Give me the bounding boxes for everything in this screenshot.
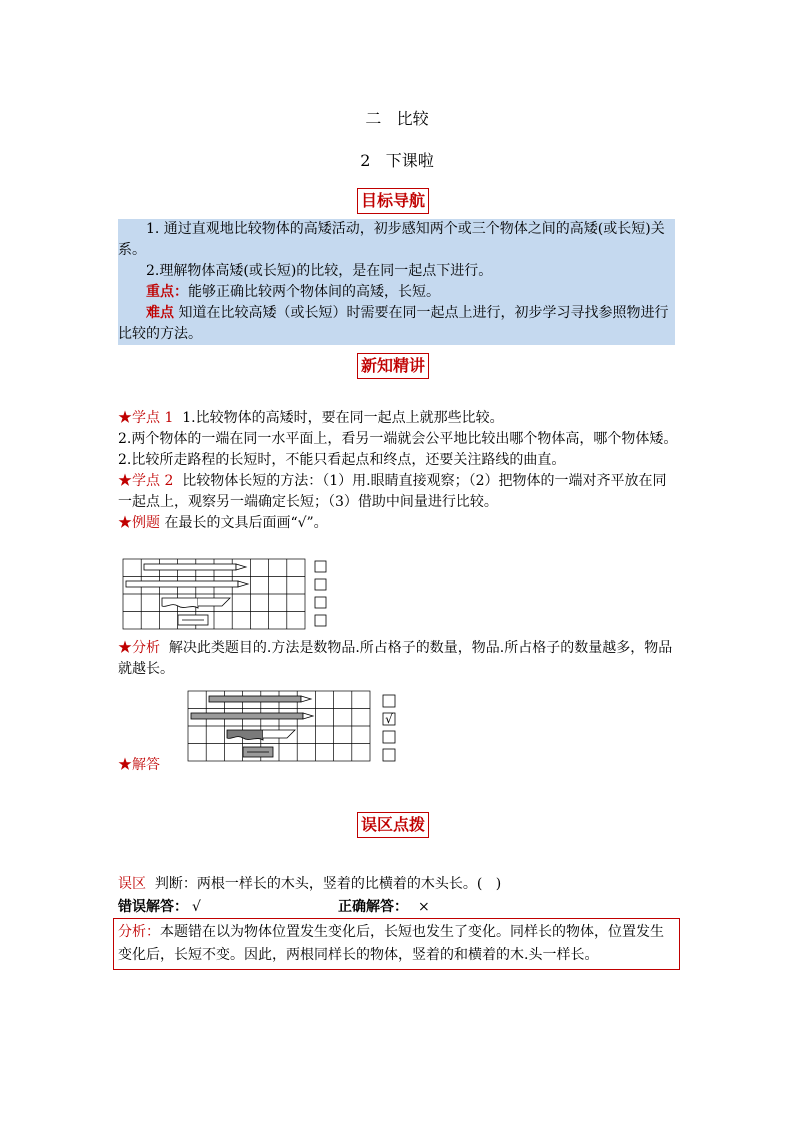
example <box>118 513 678 534</box>
point1-label: ★学点 1 <box>118 410 174 426</box>
answer-eraser-icon <box>243 747 273 757</box>
point2-label: ★学点 2 <box>118 473 174 489</box>
answer-box-2[interactable] <box>315 579 326 590</box>
answer-grid-box-3[interactable] <box>383 731 395 743</box>
mistake-analysis-label: 分析： <box>118 924 160 940</box>
goals-box <box>118 219 675 345</box>
mistake-question-text: 判断：两根一样长的木头，竖着的比横着的木头长。( ) <box>146 876 502 892</box>
mistake-label: 误区 <box>118 876 146 892</box>
new-knowledge-section-tag: 新知精讲 <box>357 353 429 379</box>
pencil-1-icon <box>144 564 246 570</box>
right-answer-label: 正确解答： <box>338 899 408 915</box>
knowledge-block <box>118 408 678 534</box>
goal-line-1: 1. 通过直观地比较物体的高矮活动，初步感知两个或三个物体之间的高矮(或长短)关系。 <box>118 221 665 258</box>
wrong-answer-value: √ <box>192 899 201 915</box>
lesson-title: 2 下课啦 <box>360 151 434 170</box>
point2 <box>118 471 678 513</box>
eraser-icon <box>178 615 208 625</box>
key-point-text: 能够正确比较两个物体间的高矮，长短。 <box>188 284 440 300</box>
pencil-2-icon <box>126 581 248 587</box>
wrong-answer-label: 错误解答： <box>118 899 188 915</box>
mistake-analysis-text: 本题错在以为物体位置发生变化后，长短也发生了变化。同样长的物体，位置发生变化后，长短不变。因此，两根同样长的物体，竖着的和横着的木.头一样长。 <box>118 924 664 963</box>
chapter-title: 二 比较 <box>365 109 429 128</box>
answer-pencil-1-icon <box>209 696 311 702</box>
answer-grid-figure <box>187 690 399 764</box>
mistake-answers <box>118 897 678 918</box>
point1-line3: 2.比较所走路程的长短时，不能只看起点和终点，还要关注路线的曲直。 <box>118 452 566 468</box>
answer-box-4[interactable] <box>315 615 326 626</box>
goals-section-tag: 目标导航 <box>357 188 429 214</box>
difficulty-text: 知道在比较高矮（或长短）时需要在同一起点上进行，初步学习寻找参照物进行比较的方法。 <box>118 305 669 342</box>
analysis-text: 解决此类题目的.方法是数物品.所占格子的数量，物品.所占格子的数量越多，物品就越长。 <box>118 640 673 677</box>
answer-grid-box-1[interactable] <box>383 695 395 707</box>
answer-grid-box-4[interactable] <box>383 749 395 761</box>
key-point-label: 重点： <box>146 284 188 300</box>
answer-box-1[interactable] <box>315 561 326 572</box>
right-answer-value: × <box>418 899 430 915</box>
answer-pencil-2-icon <box>191 713 313 719</box>
point1-line2: 2.两个物体的一端在同一水平面上，看另一端就会公平地比较出哪个物体高，哪个物体矮。 <box>118 431 678 447</box>
answer-knife-icon <box>227 730 295 740</box>
example-text: 在最长的文具后面画“√”。 <box>160 515 328 531</box>
mistake-analysis-box <box>113 918 680 970</box>
difficulty-point <box>118 303 675 345</box>
knife-icon <box>162 598 230 608</box>
analysis-block <box>118 638 678 680</box>
goal-line-2: 2.理解物体高矮(或长短)的比较，是在同一起点下进行。 <box>146 263 493 279</box>
answer-check-mark: √ <box>385 712 393 726</box>
example-grid-figure <box>122 558 332 630</box>
analysis <box>118 638 678 680</box>
example-label: ★例题 <box>118 515 160 531</box>
answer-label: ★解答 <box>118 757 160 773</box>
key-point <box>118 282 675 303</box>
analysis-label: ★分析 <box>118 640 160 656</box>
answer-box-3[interactable] <box>315 597 326 608</box>
point1-text: 1.比较物体的高矮时，要在同一起点上就那些比较。 <box>173 410 504 426</box>
point2-text: 比较物体长短的方法：（1）用.眼睛直接观察；（2）把物体的一端对齐平放在同一起点上，观察另一端确定长短；（3）借助中间量进行比较。 <box>118 473 667 510</box>
point1 <box>118 408 678 429</box>
mistake-question <box>118 874 678 895</box>
mistake-section-tag: 误区点拨 <box>357 812 429 838</box>
difficulty-label: 难点 <box>146 305 174 321</box>
